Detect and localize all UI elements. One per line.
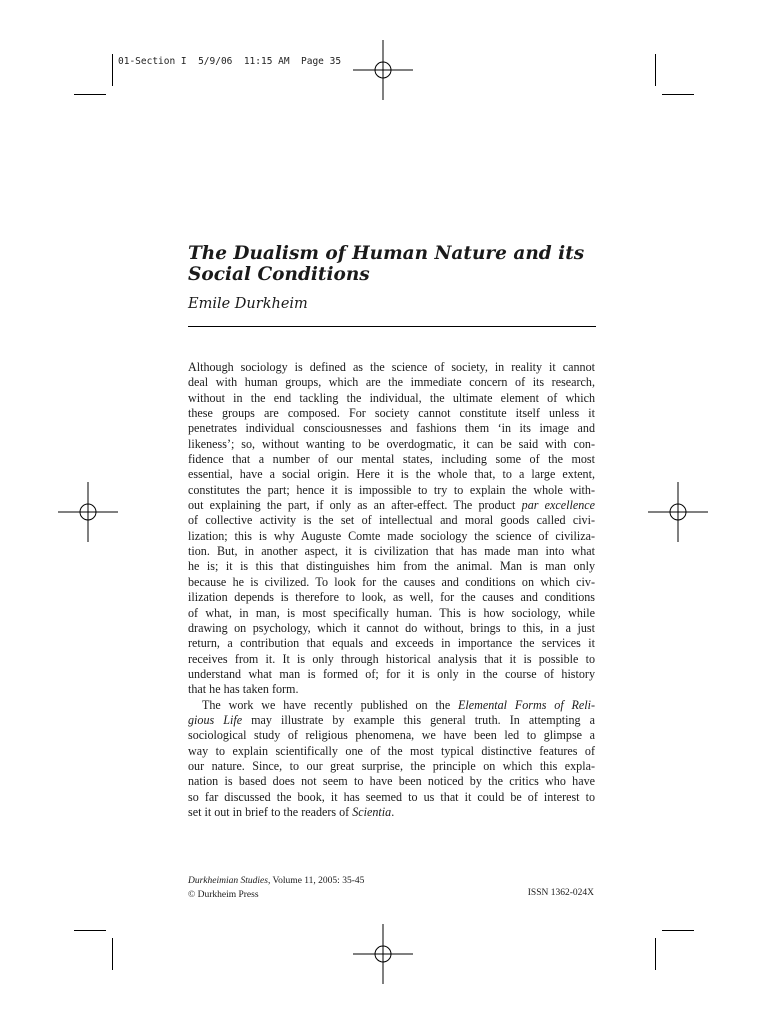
print-slug: 01-Section I 5/9/06 11:15 AM Page 35 <box>118 56 342 67</box>
footer-citation-block <box>188 874 364 902</box>
article-author: Emile Durkheim <box>188 296 308 312</box>
crop-mark-top-right-vertical <box>655 54 656 86</box>
crop-mark-top-left-horizontal <box>74 94 106 95</box>
book-title-italic: Elemental Forms of Reli- <box>458 697 596 712</box>
footer-copyright: © Durkheim Press <box>188 890 259 900</box>
body-line-text: . <box>391 804 395 819</box>
paragraph-1 <box>188 360 595 698</box>
body-line: essential, have a social origin. Here it is the whole that, to a large extent, <box>188 467 595 482</box>
body-line: so far discussed the book, it has seemed to us that it could be of interest to <box>188 789 595 804</box>
crop-mark-bottom-left-horizontal <box>74 930 106 931</box>
body-line: return, a contribution that equals and exceeds in importance the services it <box>188 636 595 651</box>
crop-mark-bottom-right-vertical <box>655 938 656 970</box>
body-line: constitutes the part; hence it is impossible to try to explain the whole with- <box>188 482 595 497</box>
body-line-text: The work we have recently published on the <box>202 697 459 712</box>
body-line <box>188 713 595 728</box>
body-line: ilization depends is therefore to look, as well, for the causes and conditions <box>188 590 595 605</box>
body-line: because he is civilized. To look for the causes and conditions on which civ- <box>188 574 595 589</box>
crop-mark-top-left-vertical <box>112 54 113 86</box>
body-line: sociological study of religious phenomena, we have been led to glimpse a <box>188 728 595 743</box>
body-line-text: may illustrate by example this general truth. In attempting a <box>242 712 595 727</box>
registration-mark-left-icon <box>58 482 118 542</box>
crop-mark-bottom-right-horizontal <box>662 930 694 931</box>
body-line-text: set it out in brief to the readers of <box>188 804 353 819</box>
crop-mark-top-right-horizontal <box>662 94 694 95</box>
footer-citation <box>188 874 364 888</box>
registration-mark-bottom-icon <box>353 924 413 984</box>
body-line: that he has taken form. <box>188 682 299 697</box>
body-line: understand what man is formed of; for it is only in the course of history <box>188 666 595 681</box>
article-title: The Dualism of Human Nature and its Social Conditions <box>188 243 585 285</box>
italic-phrase: par excellence <box>521 498 595 513</box>
body-line <box>188 805 595 820</box>
body-line: drawing on psychology, which it cannot do without, brings to this, in a just <box>188 620 595 635</box>
body-line: fidence that a number of our mental states, including some of the most <box>188 452 595 467</box>
body-line: he is; it is this that distinguishes him from the animal. Man is man only <box>188 559 595 574</box>
body-line-text: out explaining the part, if only as an after-effect. The product <box>188 498 522 513</box>
body-line: nation is based does not seem to have been noticed by the critics who have <box>188 774 595 789</box>
registration-mark-right-icon <box>648 482 708 542</box>
footer-issn: ISSN 1362-024X <box>527 888 594 898</box>
footer-citation-detail: , Volume 11, 2005: 35-45 <box>267 876 365 886</box>
body-line: Although sociology is defined as the science of society, in reality it cannot <box>188 360 595 374</box>
body-line: of collective activity is the set of intellectual and moral goods called civi- <box>188 513 595 528</box>
body-line: lization; this is why Auguste Comte made sociology the science of civiliza- <box>188 528 595 543</box>
body-line: deal with human groups, which are the immediate concern of its research, <box>188 375 595 390</box>
body-line: penetrates individual consciousnesses and fashions them ‘in its image and <box>188 421 595 436</box>
body-line: way to explain scientifically one of the most typical distinctive features of <box>188 743 595 758</box>
paragraph-2 <box>188 698 595 821</box>
body-line: likeness’; so, without wanting to be overdogmatic, it can be said with con- <box>188 436 595 451</box>
body-line: without in the end tackling the individual, the ultimate element of which <box>188 390 595 405</box>
body-line: our nature. Since, to our great surprise, the principle on which this expla- <box>188 758 595 773</box>
body-line <box>188 498 595 513</box>
body-line: receives from it. It is only through historical analysis that it is possible to <box>188 651 595 666</box>
body-line <box>188 698 595 713</box>
body-line: these groups are composed. For society cannot constitute itself unless it <box>188 406 595 421</box>
journal-name-italic: Scientia <box>352 804 392 819</box>
article-body <box>188 360 595 820</box>
body-line: of what, in man, is most specifically human. This is how sociology, while <box>188 605 595 620</box>
crop-mark-bottom-left-vertical <box>112 938 113 970</box>
book-title-italic: gious Life <box>188 712 243 727</box>
body-line: tion. But, in another aspect, it is civilization that has made man into what <box>188 544 595 559</box>
registration-mark-top-icon <box>353 40 413 100</box>
footer-journal: Durkheimian Studies <box>188 876 268 886</box>
title-rule <box>188 326 596 327</box>
